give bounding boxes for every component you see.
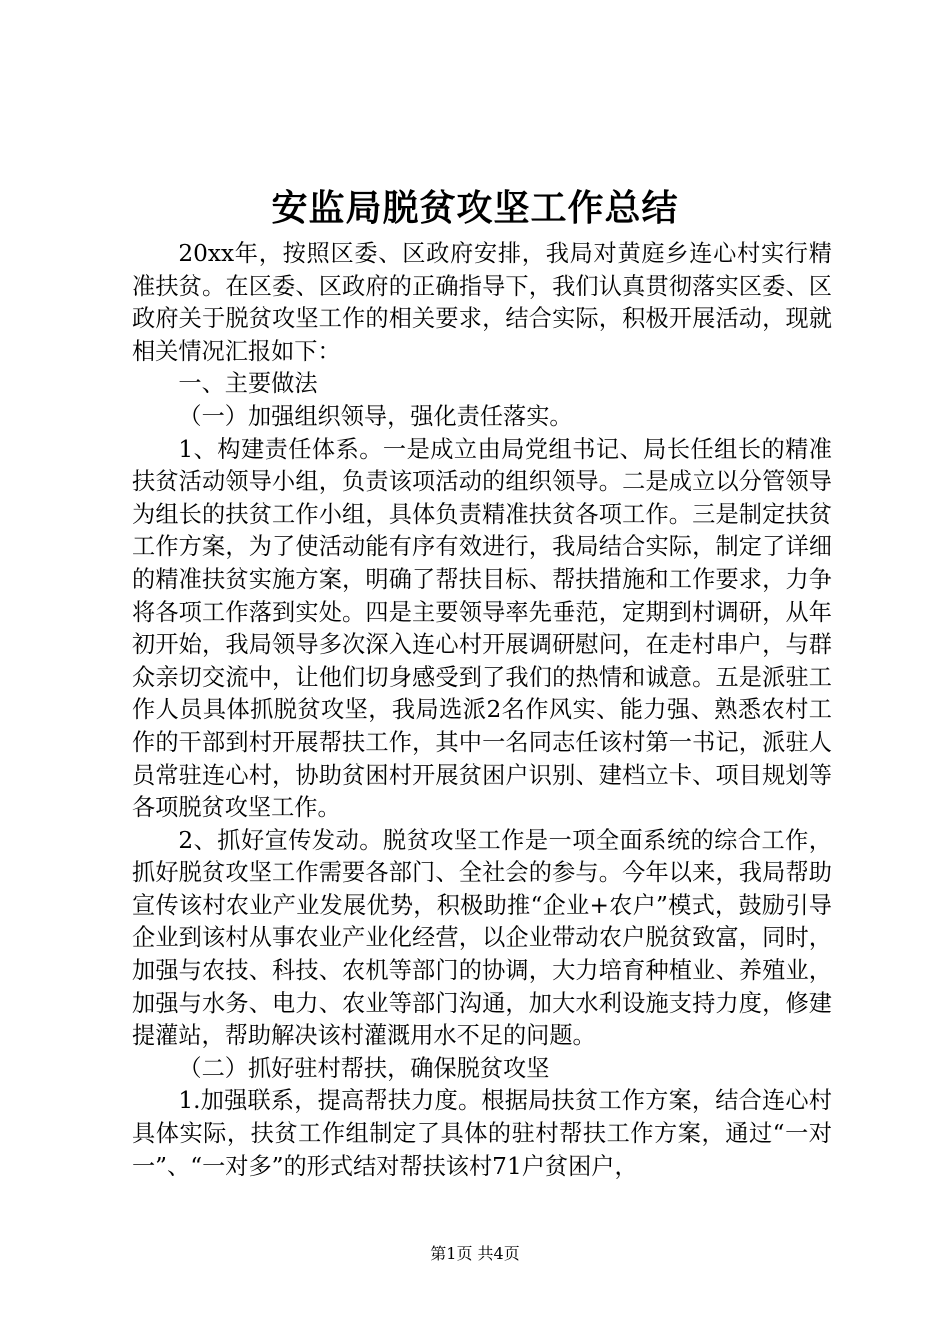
paragraph-responsibility-system: 1、构建责任体系。一是成立由局党组书记、局长任组长的精准扶贫活动领导小组，负责该项活动的组织领导。二是成立以分管领导为组长的扶贫工作小组，具体负责精准扶贫各项工作。三是制定扶贫工作方案，为了使活动能有序有效进行，我局结合实际，制定了详细的精准扶贫实施方案，明确了帮扶目标、帮扶措施和工作要求，力争将各项工作落到实处。四是主要领导率先垂范，定期到村调研，从年初开始，我局领导多次深入连心村开展调研慰问，在走村串户，与群众亲切交流中，让他们切身感受到了我们的热情和诚意。五是派驻工作人员具体抓脱贫攻坚，我局选派2名作风实、能力强、熟悉农村工作的干部到村开展帮扶工作，其中一名同志任该村第一书记，派驻人员常驻连心村，协助贫困村开展贫困户识别、建档立卡、项目规划等各项脱贫攻坚工作。 <box>132 435 832 822</box>
document-title: 安监局脱贫攻坚工作总结 <box>271 187 679 229</box>
subheading-organization: （一）加强组织领导，强化责任落实。 <box>178 402 573 430</box>
document-body <box>132 238 832 1183</box>
heading-main-practices: 一、主要做法 <box>178 370 318 398</box>
paragraph-intro: 20xx年，按照区委、区政府安排，我局对黄庭乡连心村实行精准扶贫。在区委、区政府的正确指导下，我们认真贯彻落实区委、区政府关于脱贫攻坚工作的相关要求，结合实际，积极开展活动，现就相关情况汇报如下： <box>132 240 832 365</box>
paragraph-strengthen-contact: 1.加强联系，提高帮扶力度。根据局扶贫工作方案，结合连心村具体实际，扶贫工作组制定了具体的驻村帮扶工作方案，通过“一对一”、“一对多”的形式结对帮扶该村71户贫困户， <box>132 1087 832 1180</box>
paragraph-publicity: 2、抓好宣传发动。脱贫攻坚工作是一项全面系统的综合工作，抓好脱贫攻坚工作需要各部门、全社会的参与。今年以来，我局帮助宣传该村农业产业发展优势，积极助推“企业+农户”模式，鼓励引导企业到该村从事农业产业化经营，以企业带动农户脱贫致富，同时，加强与农技、科技、农机等部门的协调，大力培育种植业、养殖业，加强与水务、电力、农业等部门沟通，加大水利设施支持力度，修建提灌站，帮助解决该村灌溉用水不足的问题。 <box>132 826 832 1050</box>
page-footer: 第1页 共4页 <box>430 1244 520 1263</box>
subheading-village-assistance: （二）抓好驻村帮扶，确保脱贫攻坚 <box>178 1054 550 1082</box>
